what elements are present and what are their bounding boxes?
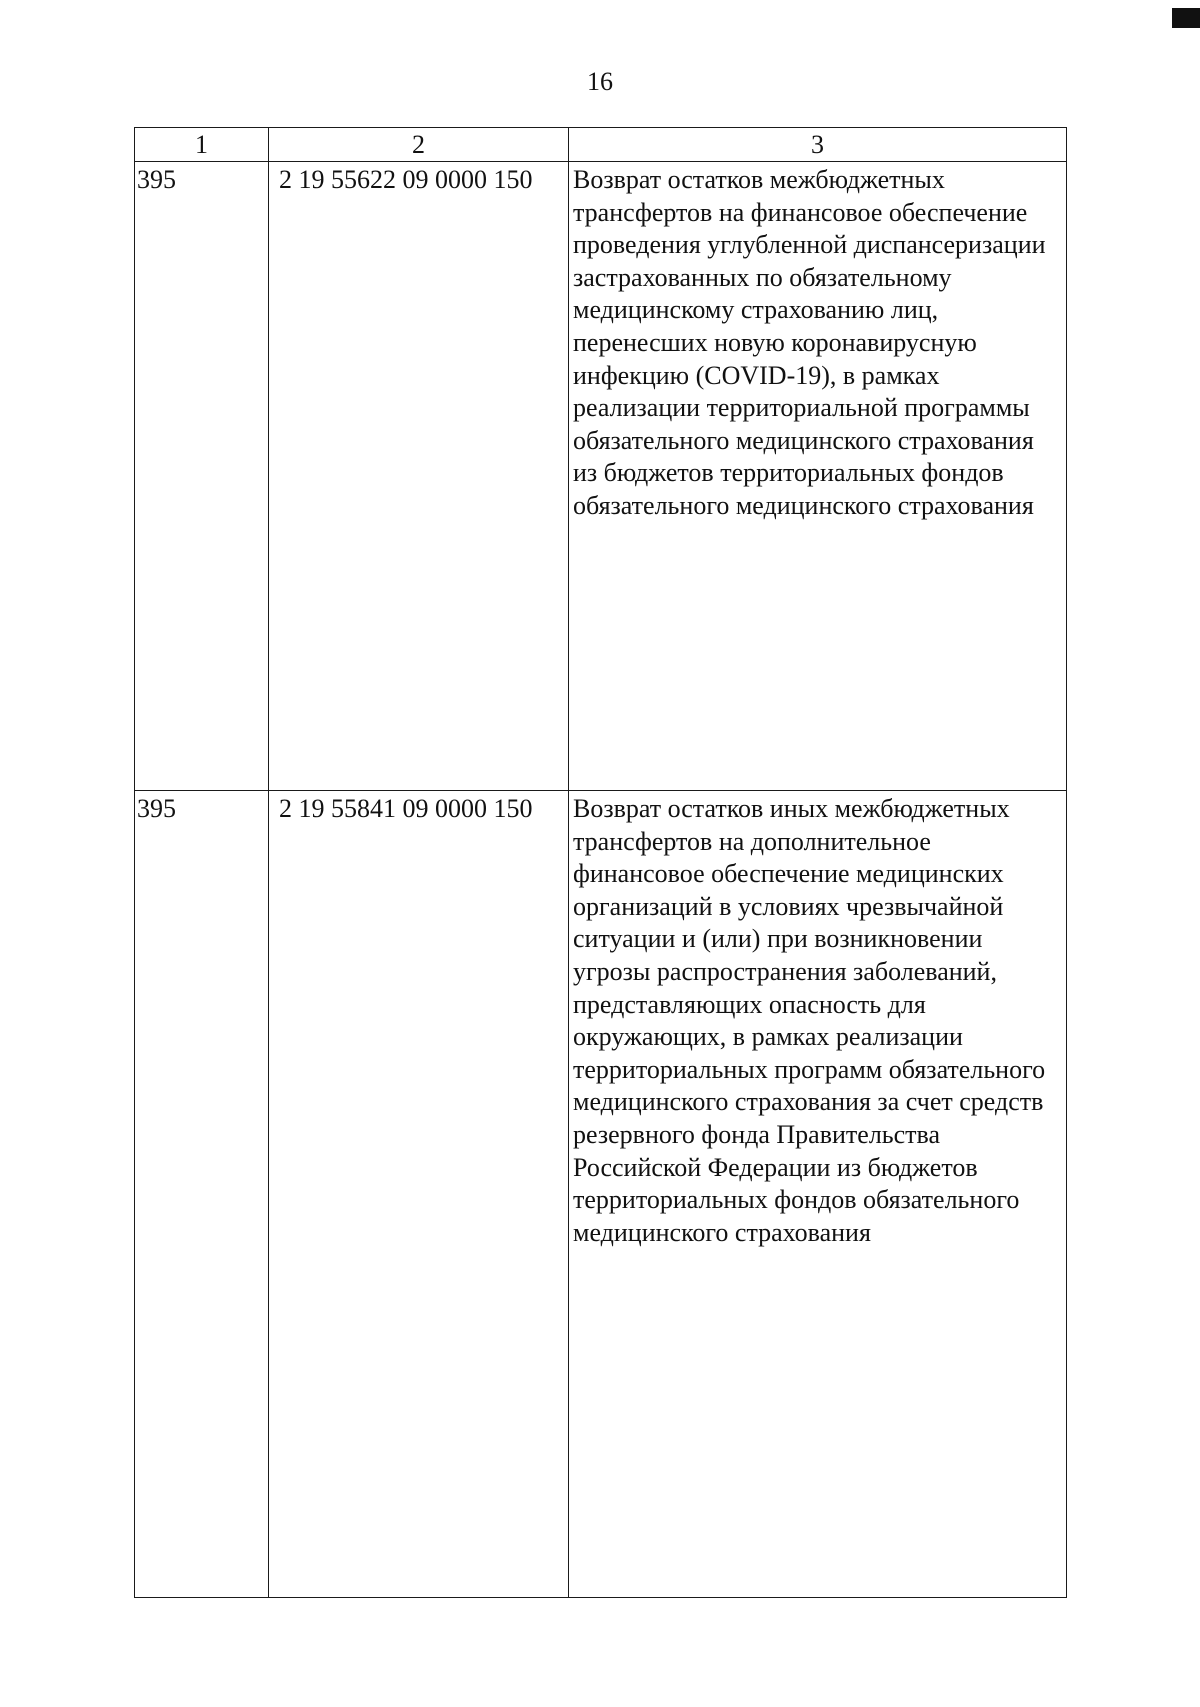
table-header-row — [135, 128, 1067, 162]
admin-code-cell: 395 — [135, 162, 269, 791]
description-cell: Возврат остатков иных межбюджетных трансфертов на дополнительное финансовое обеспечение медицинских организаций в условиях чрезвычайной ситуации и (или) при возникновении угрозы распространения заболеваний, представляющих опасность для окружающих, в рамках реализации территориальных программ обязательного медицинского страхования за счет средств резервного фонда Правительства Российской Федерации из бюджетов территориальных фондов обязательного медицинского страхования — [569, 791, 1067, 1598]
classification-code-cell: 2 19 55841 09 0000 150 — [269, 791, 569, 1598]
table-row — [135, 791, 1067, 1598]
description-cell: Возврат остатков межбюджетных трансфертов на финансовое обеспечение проведения углубленной диспансеризации застрахованных по обязательному медицинскому страхованию лиц, перенесших новую коронавирусную инфекцию (COVID-19), в рамках реализации территориальной программы обязательного медицинского страхования из бюджетов территориальных фондов обязательного медицинского страхования — [569, 162, 1067, 791]
budget-classification-table — [134, 127, 1067, 1598]
column-header-2: 2 — [269, 128, 569, 162]
admin-code-cell: 395 — [135, 791, 269, 1598]
classification-code-cell: 2 19 55622 09 0000 150 — [269, 162, 569, 791]
column-header-1: 1 — [135, 128, 269, 162]
corner-mark — [1172, 8, 1200, 28]
table-row — [135, 162, 1067, 791]
page-number: 16 — [587, 67, 613, 96]
column-header-3: 3 — [569, 128, 1067, 162]
